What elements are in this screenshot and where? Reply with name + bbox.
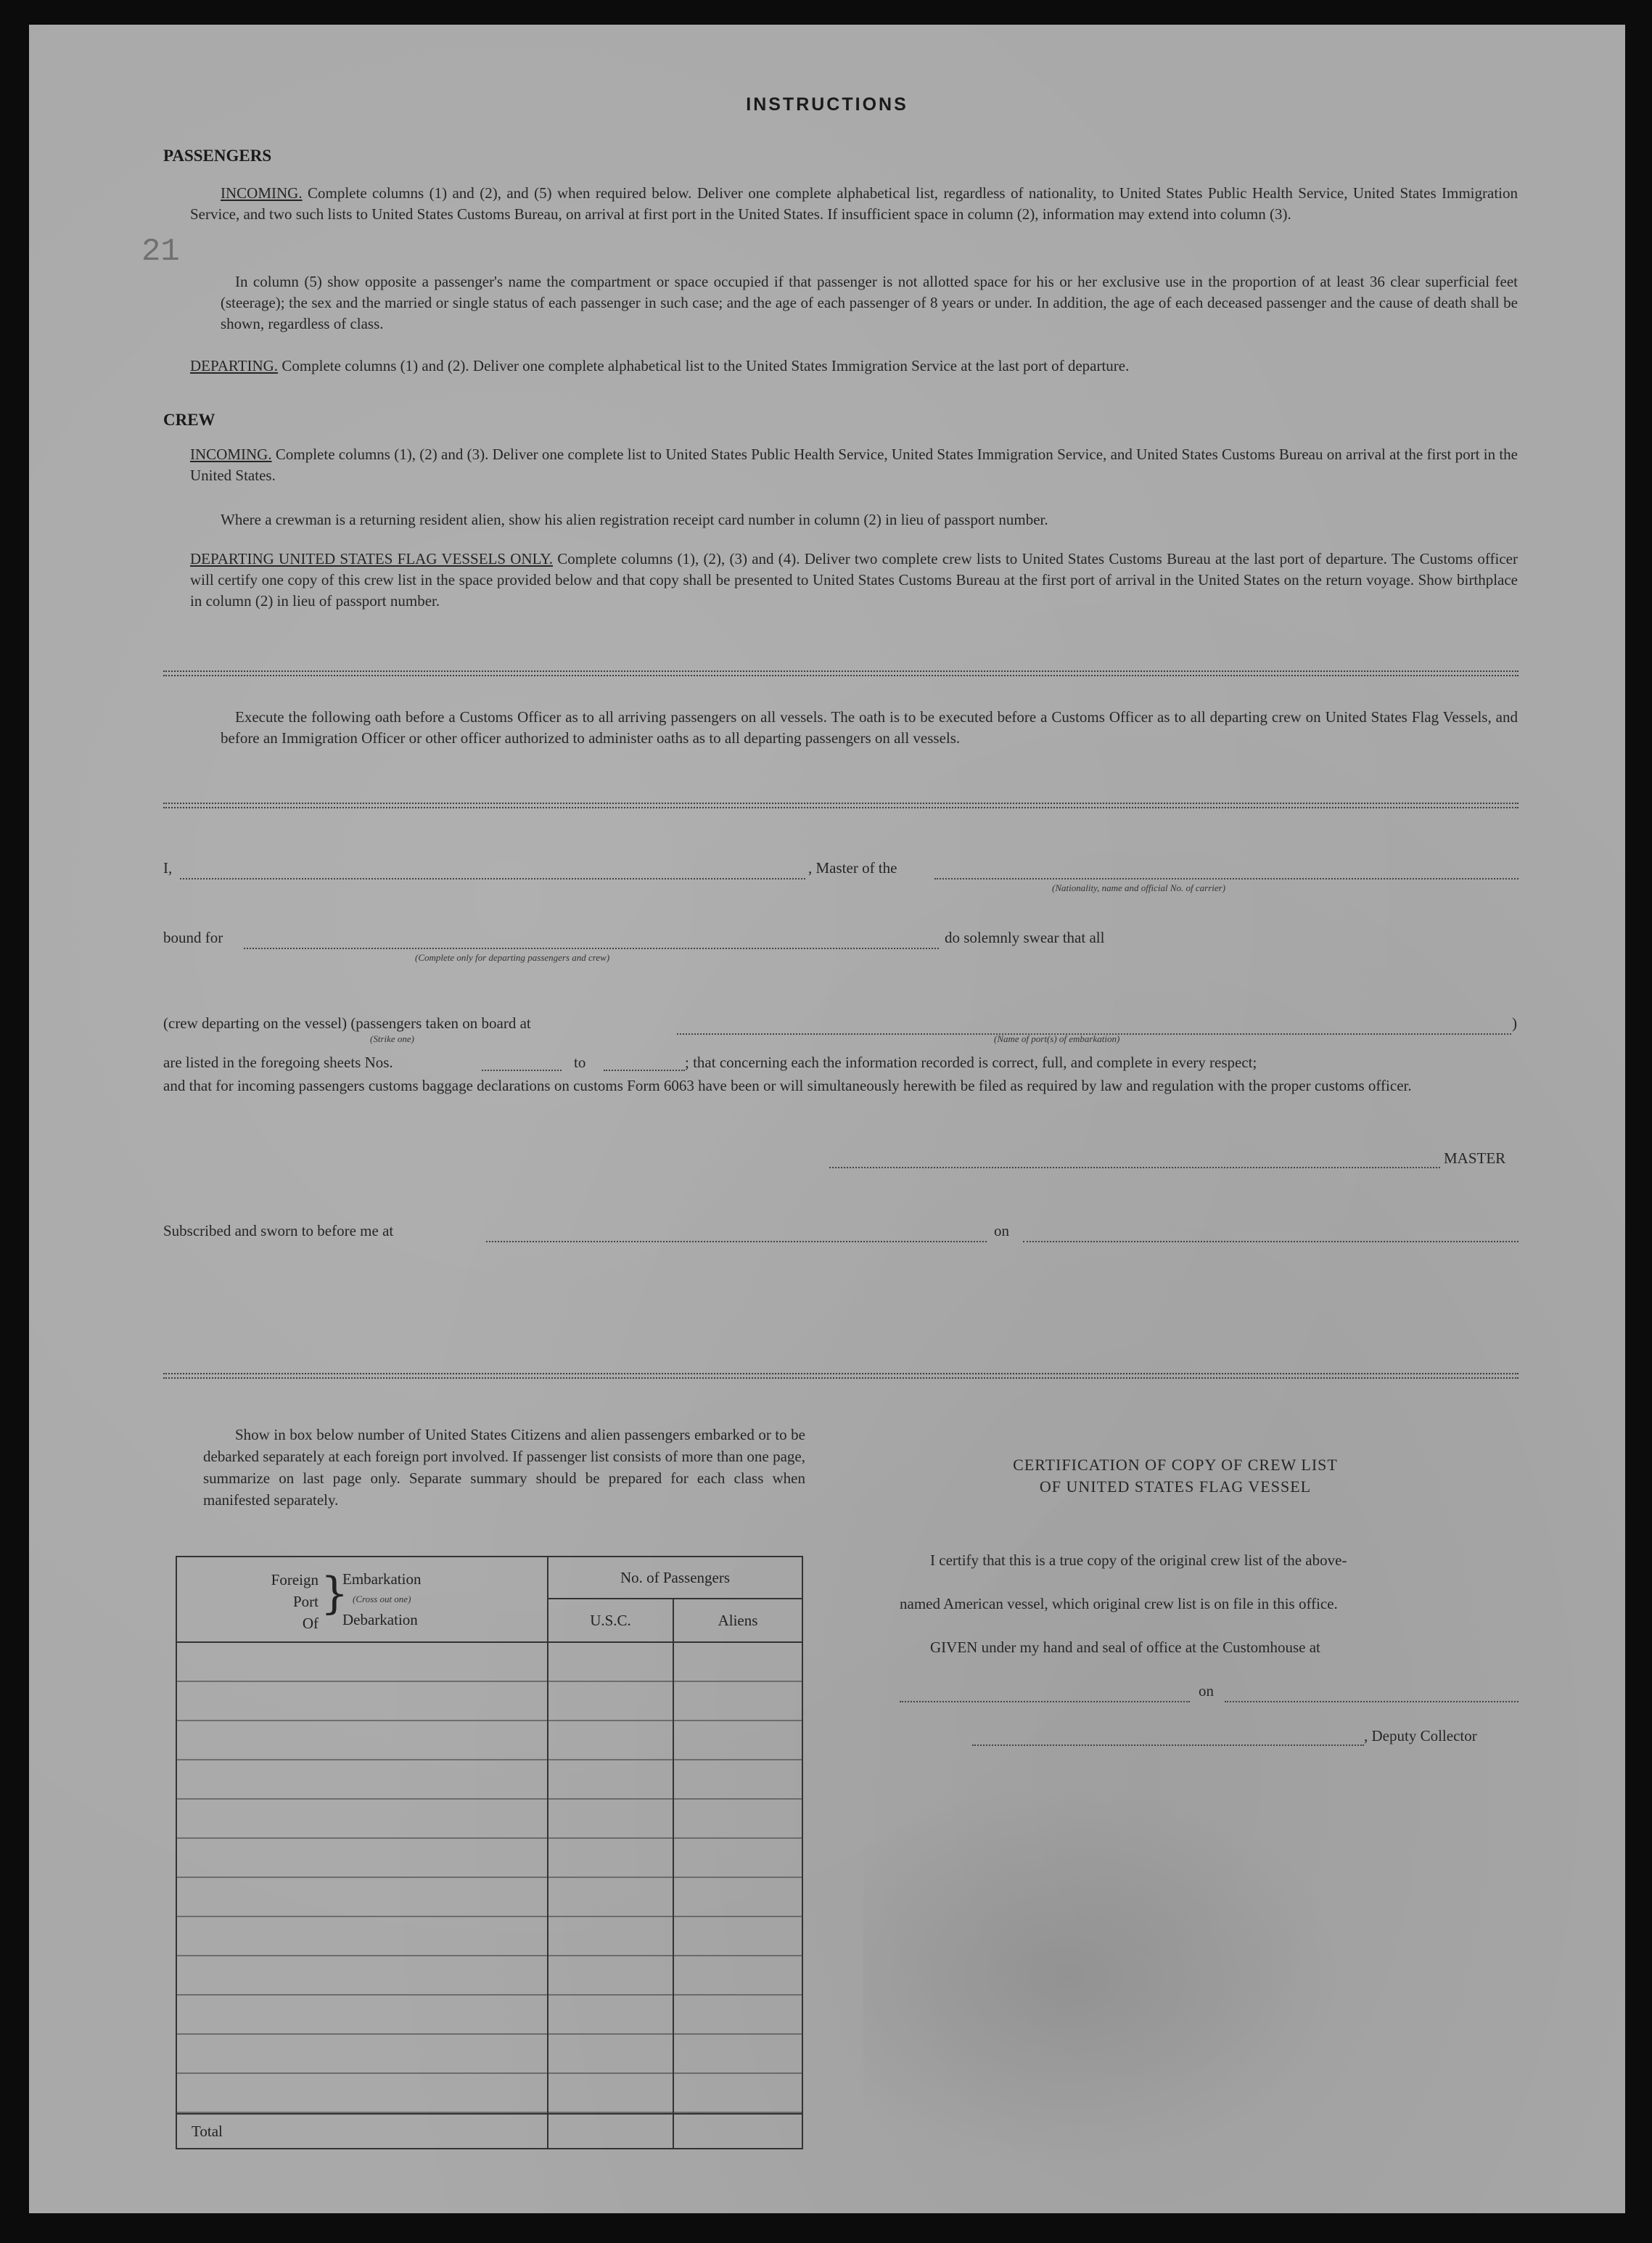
oath-rest: and that for incoming passengers customs baggage declarations on customs Form 6063 have been or will simultaneously herewith be filed as required by law and regulation with the proper customs officer.: [163, 1077, 1412, 1094]
deputy-signature-field[interactable]: [972, 1726, 1364, 1746]
bound-caption: (Complete only for departing passengers and crew): [415, 952, 610, 963]
oath-master-of: , Master of the: [808, 859, 897, 877]
col-cross-out: (Cross out one): [353, 1594, 411, 1604]
total-aliens-cell[interactable]: [673, 2114, 802, 2149]
crew-incoming-label: INCOMING.: [190, 446, 272, 463]
oath-intro: Execute the following oath before a Customs Officer as to all arriving passengers on all vessels. The oath is to be executed before a Customs Officer as to all departing crew on United States Flag Vessels, and before an Immigration Officer or other officer authorized to administer oaths as to all departing passengers on all vessels.: [221, 708, 1518, 747]
col-debarkation: Debarkation: [342, 1611, 418, 1628]
passenger-summary-table: [176, 1556, 803, 2149]
sheets-suffix: ; that concerning each the information recorded is correct, full, and complete in every respect;: [685, 1054, 1257, 1071]
divider-2b: [163, 807, 1519, 808]
passengers-departing-text: Complete columns (1) and (2). Deliver one complete alphabetical list to the United States Immigration Service at the last port of departure.: [282, 357, 1130, 374]
col-usc: U.S.C.: [548, 1599, 674, 1641]
divider-1: [163, 671, 1519, 672]
port-body-cell[interactable]: [176, 1642, 548, 2114]
margin-number: 21: [141, 234, 180, 270]
sheet-from-field[interactable]: [482, 1054, 562, 1071]
oath-swear: do solemnly swear that all: [945, 929, 1105, 946]
sworn-on-label: on: [994, 1222, 1009, 1239]
port-caption: (Name of port(s) of embarkation): [994, 1033, 1120, 1044]
passengers-departing-label: DEPARTING.: [190, 357, 279, 374]
cert-text-1: I certify that this is a true copy of the original crew list of the above-: [930, 1551, 1347, 1569]
port-embarkation-field[interactable]: [677, 1014, 1511, 1035]
crew-departing: [190, 549, 1518, 612]
document-page: [29, 25, 1625, 2213]
cert-date-field[interactable]: [1225, 1682, 1519, 1702]
crew-alien: Where a crewman is a returning resident alien, show his alien registration receipt card number in column (2) in lieu of passport number.: [221, 511, 1048, 528]
col-port: Port: [292, 1593, 319, 1610]
master-signature-field[interactable]: [829, 1148, 1440, 1168]
oath-crew-departing: (crew departing on the vessel) (passengers taken on board at: [163, 1014, 531, 1032]
sheets-to: to: [574, 1054, 586, 1071]
oath-i-label: I,: [163, 859, 173, 877]
port-header-cell: Foreign Port Of } Embarkation (Cross out one) Debarkation: [176, 1557, 548, 1642]
total-label-cell: [176, 2114, 548, 2149]
passengers-heading: PASSENGERS: [163, 147, 272, 165]
col-of: Of: [302, 1615, 319, 1632]
passengers-incoming-label: INCOMING.: [221, 184, 303, 202]
summary-intro: Show in box below number of United States Citizens and alien passengers embarked or to be debarked separately at each foreign port involved. If passenger list consists of more than one page, summarize on last page only. Separate summary should be prepared for each class when manifested separately.: [203, 1426, 805, 1509]
sworn-place-field[interactable]: [486, 1222, 987, 1242]
cert-text-3: GIVEN under my hand and seal of office at the Customhouse at: [930, 1639, 1320, 1656]
cert-heading-1: CERTIFICATION OF COPY OF CREW LIST: [1013, 1456, 1338, 1474]
oath-bound-for: bound for: [163, 929, 223, 946]
divider-1b: [163, 675, 1519, 676]
passengers-incoming: [190, 183, 1518, 225]
close-paren: ): [1512, 1014, 1517, 1032]
cert-text-2: named American vessel, which original crew list is on file in this office.: [900, 1595, 1338, 1612]
crew-heading: CREW: [163, 411, 215, 429]
sheet-to-field[interactable]: [604, 1054, 685, 1071]
col-embarkation: Embarkation: [342, 1570, 422, 1588]
divider-2: [163, 803, 1519, 804]
crew-departing-text: Complete columns (1), (2), (3) and (4). Deliver two complete crew lists to United States Customs Bureau at the last port of departure. The Customs officer will certify one copy of this crew list in the space provided below and that copy shall be presented to United States Customs Bureau at the first port of arrival in the United States on the return voyage. Show birthplace in column (2) in lieu of passport number.: [190, 550, 1518, 610]
master-name-field[interactable]: [180, 859, 805, 879]
col-foreign: Foreign: [271, 1571, 319, 1588]
cert-heading-2: OF UNITED STATES FLAG VESSEL: [1039, 1477, 1312, 1496]
col-no-passengers: No. of Passengers: [548, 1557, 802, 1599]
nationality-caption: (Nationality, name and official No. of carrier): [1052, 882, 1226, 893]
bound-for-field[interactable]: [244, 929, 939, 949]
sworn-date-field[interactable]: [1023, 1222, 1519, 1242]
subscribed-label: Subscribed and sworn to before me at: [163, 1222, 394, 1239]
total-label: Total: [192, 2122, 223, 2140]
sheets-prefix: are listed in the foregoing sheets Nos.: [163, 1054, 393, 1071]
passengers-departing: [190, 356, 1518, 377]
customhouse-field[interactable]: [900, 1682, 1190, 1702]
show-through-overlay: [863, 1766, 1371, 2187]
usc-body-cell[interactable]: [548, 1642, 673, 2114]
crew-departing-label: DEPARTING UNITED STATES FLAG VESSELS ONLY.: [190, 550, 554, 567]
passengers-column5: In column (5) show opposite a passenger's name the compartment or space occupied if that passenger is not allotted space for his or her exclusive use in the proportion of at least 36 clear superficial feet (steerage); the sex and the married or single status of each passenger in such case; and the age of each passenger of 8 years or under. In addition, the age of each deceased passenger and the cause of death shall be shown, regardless of class.: [221, 273, 1518, 332]
page-title: INSTRUCTIONS: [746, 94, 908, 115]
strike-one-caption: (Strike one): [370, 1033, 415, 1044]
passengers-incoming-text: Complete columns (1) and (2), and (5) when required below. Deliver one complete alphabetical list, regardless of nationality, to United States Public Health Service, United States Immigration Service, and two such lists to United States Customs Bureau, on arrival at first port in the United States. If insufficient space in column (2), information may extend into column (3).: [190, 184, 1519, 223]
total-usc-cell[interactable]: [548, 2114, 673, 2149]
crew-incoming-text: Complete columns (1), (2) and (3). Deliver one complete list to United States Public Health Service, United States Immigration Service, and United States Customs Bureau on arrival at the first port in the United States.: [190, 446, 1519, 484]
carrier-field[interactable]: [934, 859, 1519, 879]
master-label: MASTER: [1444, 1149, 1506, 1167]
col-aliens: Aliens: [718, 1612, 758, 1629]
deputy-collector-label: , Deputy Collector: [1364, 1727, 1477, 1744]
divider-3b: [163, 1377, 1519, 1379]
cert-on: on: [1199, 1682, 1214, 1699]
divider-3: [163, 1373, 1519, 1374]
aliens-body-cell[interactable]: [673, 1642, 802, 2114]
crew-incoming: [190, 444, 1518, 486]
